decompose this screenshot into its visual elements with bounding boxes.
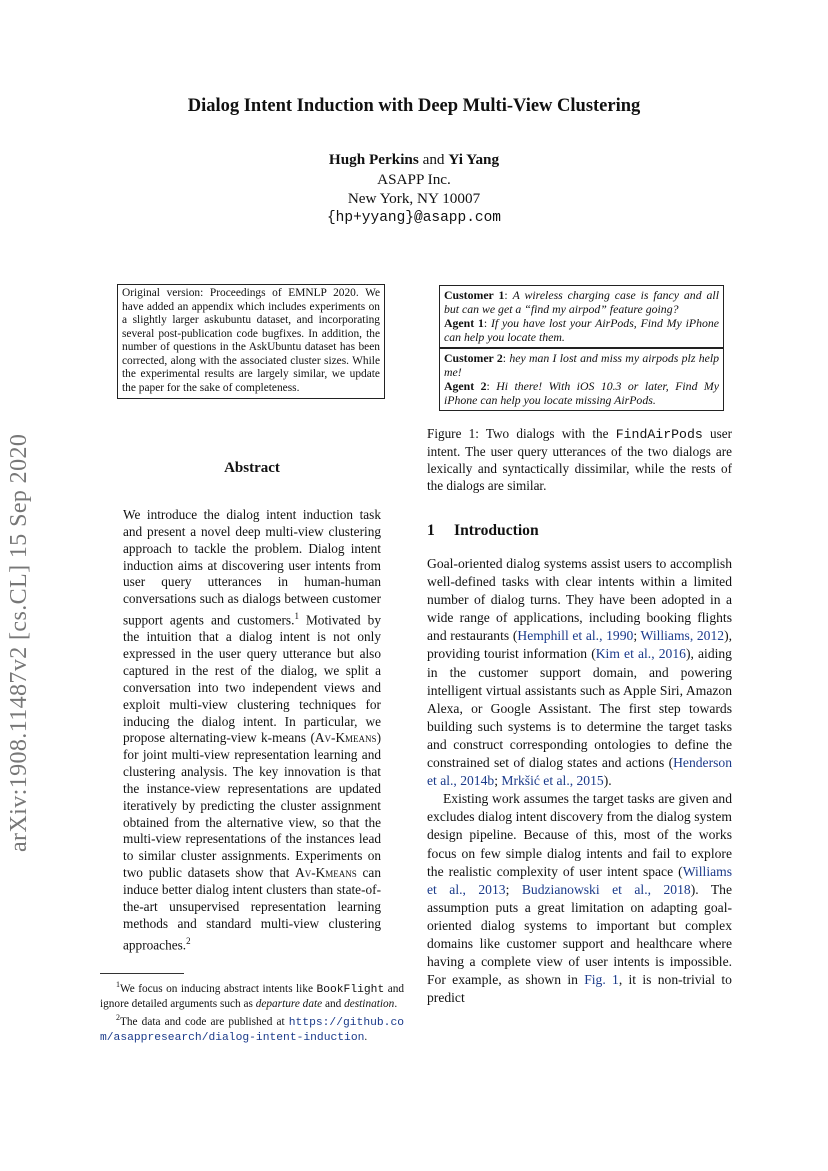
citation-link[interactable]: Budzianowski et al., 2018	[521, 881, 691, 897]
abstract-text-3: ) for joint multi-view representation learning and clustering analysis. The key innovation is that the instance-view representations are updated iteratively by predicting the cluster assignment obtained from the alternative view, so that the multi-view representations of the instances lead to similar cluster assignments. Experiments on two public datasets show that	[123, 730, 381, 881]
abstract-text-2: Motivated by the intuition that a dialog intent is not only expressed in the user query utterance but also captured in the rest of the dialog, we split a conversation into two independent views and exploit multi-view clustering techniques for inducing the dialog intent. In particular, we propose alternating-view k-means (	[123, 612, 381, 746]
citation-link[interactable]: Williams et al., 2013	[427, 863, 732, 897]
figure-reference-link[interactable]: Fig. 1	[584, 972, 619, 988]
paragraph-text: Goal-oriented dialog systems assist users to accomplish well-defined tasks with clear intents within a limited number of dialog turns. They have been adopted in a wide range of applications, including booking flights and restaurants (	[427, 556, 732, 644]
section-title: Introduction	[454, 522, 539, 539]
figure-1-dialog-2	[439, 348, 724, 411]
footnote-1-emphasis: departure date	[255, 997, 323, 1010]
dialog-2-agent-turn: Agent 2: Hi there! With iOS 10.3 or later, Find My iPhone can help you locate missing AirPods.	[444, 379, 719, 407]
caption-text: Figure 1: Two dialogs with the	[427, 426, 616, 441]
footnote-2	[100, 1011, 404, 1045]
location: New York, NY 10007	[347, 190, 481, 207]
footnote-1	[100, 978, 404, 1011]
abstract-body	[123, 507, 381, 954]
introduction-paragraph-1	[427, 555, 732, 790]
citation-link[interactable]: Hemphill et al., 1990	[517, 628, 634, 644]
footnote-1-mark: 1	[116, 980, 120, 989]
footnotes	[100, 978, 404, 1045]
dialog-1-agent-turn: Agent 1: If you have lost your AirPods, Find My iPhone can help you locate them.	[444, 316, 719, 344]
footnote-2-text: .	[364, 1030, 368, 1043]
dialog-2-customer-turn: Customer 2: hey man I lost and miss my airpods plz help me!	[444, 351, 720, 379]
author-conjunction: and	[422, 151, 445, 168]
arxiv-identifier: arXiv:1908.11487v2 [cs.CL] 15 Sep 2020	[6, 433, 32, 852]
author-block	[0, 150, 828, 228]
citation-link[interactable]: Williams, 2012	[640, 628, 725, 644]
footnote-1-text: .	[394, 997, 398, 1010]
repository-link[interactable]: https://github.com/asappresearch/dialog-intent-induction	[100, 1016, 404, 1044]
caption-text: user intent. The user query utterances of the two dialogs are lexically and syntactically dissimilar, while the rests of the dialogs are similar.	[427, 426, 732, 493]
introduction-paragraph-2	[427, 790, 732, 1007]
speaker-label: Agent 1	[444, 316, 484, 330]
abstract-text-4: can induce better dialog intent clusters than state-of-the-art unsupervised representation learning methods and standard multi-view clustering approaches.	[123, 865, 381, 952]
paragraph-text: ;	[494, 773, 502, 789]
paragraph-text: , it is non-trivial to predict	[427, 972, 732, 1006]
section-number: 1	[427, 522, 435, 539]
version-note-box: Original version: Proceedings of EMNLP 2020. We have added an appendix which includes experiments on a slightly larger askubuntu dataset, and incorporating several post-publication code bugfixes. In addition, the number of questions in the AskUbuntu dataset has been corrected, along with the associated cluster sizes. While the experimental results are largely similar, we update the paper for the sake of completeness.	[117, 284, 385, 399]
utterance: If you have lost your AirPods, Find My iPhone can help you locate them.	[444, 316, 719, 344]
utterance: Hi there! With iOS 10.3 or later, Find My iPhone can help you locate missing AirPods.	[444, 379, 719, 407]
paragraph-text: ), aiding in the customer support domain, and powering intelligent virtual assistants such as Apple Siri, Amazon Alexa, or Google Assistant. The first step towards building such systems is to determine the target tasks and construct corresponding ontologies to define the constrained set of dialog states and actions (	[427, 646, 732, 771]
abstract-heading: Abstract	[224, 460, 280, 476]
footnote-1-text: and	[322, 997, 345, 1010]
paragraph-text: ;	[505, 881, 522, 897]
author-names	[0, 150, 828, 170]
speaker-label: Customer 1	[444, 288, 505, 302]
introduction-body	[427, 555, 732, 1007]
figure-1-dialog-1	[439, 285, 724, 348]
utterance: hey man I lost and miss my airpods plz help me!	[444, 351, 720, 379]
paragraph-text: ).	[603, 773, 612, 789]
footnote-2-mark: 2	[116, 1012, 120, 1022]
affiliation: ASAPP Inc.	[377, 170, 451, 188]
paragraph-text: ). The assumption puts a great limitation on adapting goal-oriented dialog systems to important but complex domains like customer support and healthcare where having a complete view of user intents is impossible. For example, as shown in	[427, 881, 732, 988]
footnote-marker-2[interactable]: 2	[186, 935, 191, 946]
paragraph-text: ), providing tourist information (	[427, 628, 733, 662]
code-bookflight: BookFlight	[316, 983, 385, 996]
paper-title: Dialog Intent Induction with Deep Multi-View Clustering	[187, 96, 641, 116]
method-name: Av-Kmeans	[295, 865, 357, 881]
author-name-1: Hugh Perkins	[328, 151, 419, 168]
abstract-text-1: We introduce the dialog intent induction task and present a novel deep multi-view clustering approach to tackle the problem. Dialog intent induction aims at discovering user intents from user query utterances in human-human conversations such as dialogs between customer support agents and customers.	[123, 507, 381, 628]
footnote-1-text: and ignore detailed arguments such as	[100, 982, 404, 1010]
footnote-1-text: We focus on inducing abstract intents like	[120, 982, 317, 995]
section-heading-introduction	[427, 522, 539, 540]
paragraph-text: ;	[633, 628, 641, 644]
citation-link[interactable]: Henderson et al., 2014b	[427, 755, 732, 789]
footnote-rule	[100, 973, 184, 974]
footnote-2-text: The data and code are published at	[120, 1015, 289, 1028]
dialog-1-customer-turn: Customer 1: A wireless charging case is fancy and all but can we get a “find my airpod” feature going?	[444, 288, 719, 316]
footnote-1-emphasis: destination	[344, 997, 395, 1010]
author-email[interactable]: {hp+yyang}@asapp.com	[326, 209, 502, 226]
code-findairpods: FindAirPods	[615, 427, 703, 442]
utterance: A wireless charging case is fancy and all but can we get a “find my airpod” feature going?	[444, 288, 719, 316]
footnote-marker-1[interactable]: 1	[294, 611, 299, 622]
method-name: Av-Kmeans	[314, 730, 377, 746]
speaker-label: Customer 2	[444, 351, 503, 365]
figure-1-caption	[427, 425, 732, 494]
citation-link[interactable]: Mrkšić et al., 2015	[501, 773, 604, 789]
paragraph-text: Existing work assumes the target tasks are given and excludes dialog intent discovery from the dialog system design pipeline. Because of this, most of the works focus on few simple dialog intents and fail to explore the realistic complexity of user intent space (	[427, 791, 732, 879]
author-name-2: Yi Yang	[448, 151, 500, 168]
speaker-label: Agent 2	[444, 379, 487, 393]
citation-link[interactable]: Kim et al., 2016	[595, 646, 686, 662]
